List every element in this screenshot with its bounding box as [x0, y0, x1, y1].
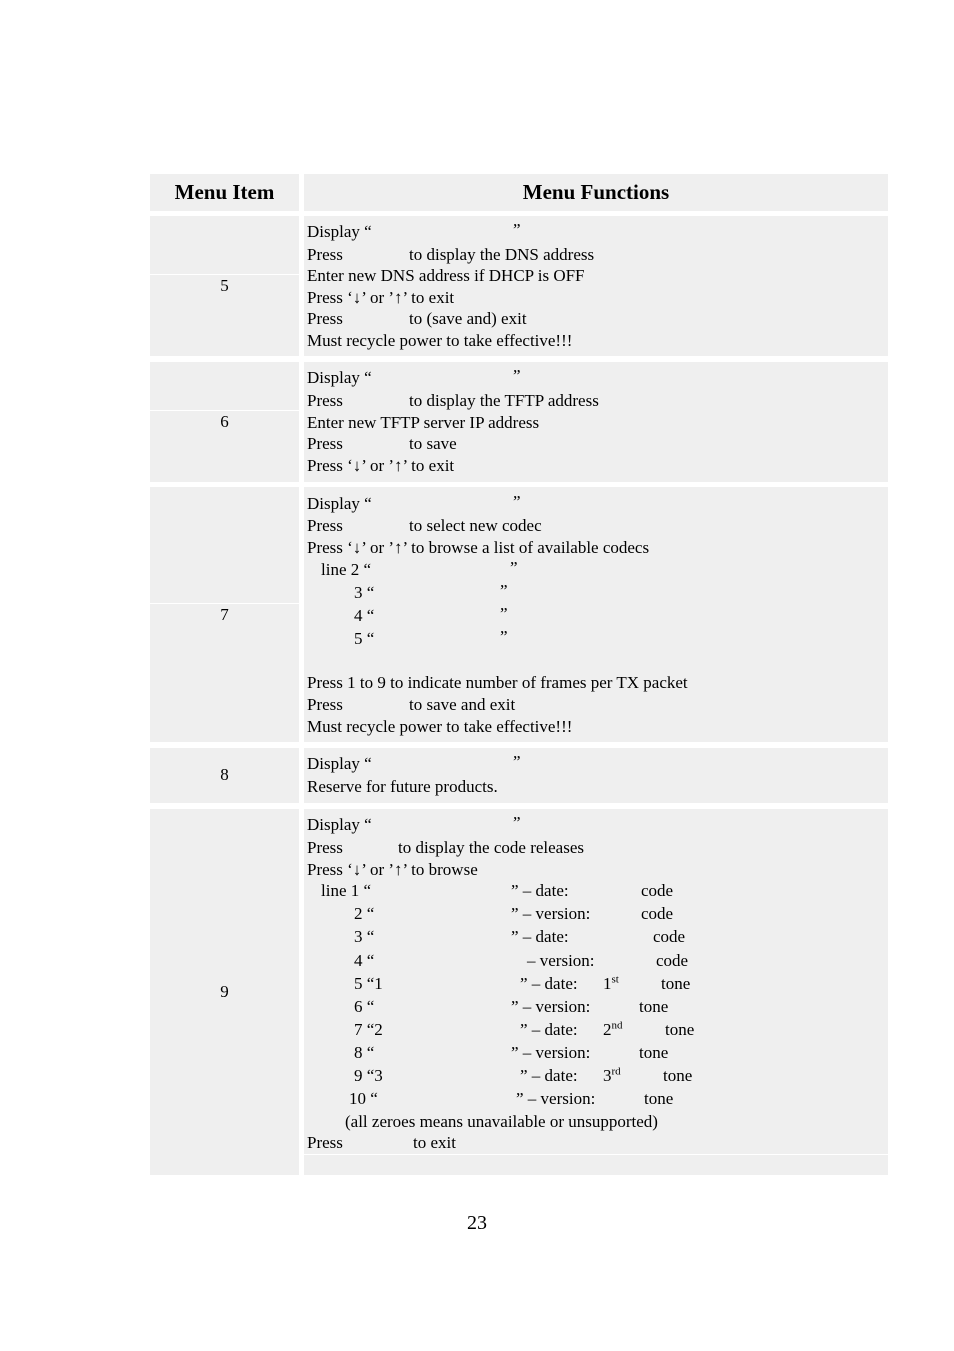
table-row-5-item	[150, 216, 299, 356]
r9-l11b: ” – version:	[511, 1043, 591, 1062]
r6-l3: Enter new TFTP server IP address	[307, 413, 540, 432]
row-divider	[150, 410, 299, 411]
r5-l6: Must recycle power to take effective!!!	[307, 331, 573, 350]
table-row-8-item	[150, 748, 299, 803]
r9-l4c: code	[641, 881, 674, 900]
r9-l10s: nd	[611, 1019, 623, 1032]
r9-l2a: Press	[307, 838, 343, 857]
r9-l9c: tone	[639, 997, 669, 1016]
r5-line-1	[307, 222, 372, 242]
r9-l4a: line 1 “	[321, 881, 372, 900]
table-row-7-functions	[304, 487, 888, 742]
r7-l5b: ”	[500, 581, 508, 600]
r7-l8: Press 1 to 9 to indicate number of frames per TX packet	[307, 673, 688, 692]
r6-l1a: Display “	[307, 368, 372, 387]
r9-l11c: tone	[639, 1043, 669, 1062]
r7-l1b: ”	[513, 492, 521, 511]
r7-l9b: to save and exit	[409, 695, 516, 714]
header-menu-functions-label: Menu Functions	[522, 180, 670, 204]
r9-l12c: tone	[663, 1066, 693, 1085]
r9-l5c: code	[641, 904, 674, 923]
r6-l4b: to save	[409, 434, 457, 453]
r9-l13c: tone	[644, 1089, 674, 1108]
r7-l1a: Display “	[307, 494, 372, 513]
row-divider	[304, 1154, 888, 1155]
r9-l10c: tone	[665, 1020, 695, 1039]
r5-l4: Press ‘↓’ or ’↑’ to exit	[307, 288, 455, 307]
r9-l10a: 7 “2	[354, 1020, 383, 1039]
r7-l6a: 4 “	[354, 606, 375, 625]
r9-l6b: ” – date:	[511, 927, 569, 946]
r9-l9b: ” – version:	[511, 997, 591, 1016]
row-number: 7	[220, 605, 229, 624]
r9-l13a: 10 “	[349, 1089, 378, 1108]
r9-l12b: ” – date:	[520, 1066, 578, 1085]
r8-l2: Reserve for future products.	[307, 777, 498, 796]
r9-l3: Press ‘↓’ or ’↑’ to browse	[307, 860, 478, 879]
r5-l1b: ”	[513, 220, 521, 239]
r7-l9a: Press	[307, 695, 343, 714]
r9-l6c: code	[653, 927, 686, 946]
r5-l2a: Press	[307, 245, 343, 264]
r6-l2b: to display the TFTP address	[409, 391, 599, 410]
r7-l7b: ”	[500, 627, 508, 646]
header-menu-functions	[304, 174, 888, 211]
header-menu-item	[150, 174, 299, 211]
r7-l10: Must recycle power to take effective!!!	[307, 717, 573, 736]
r7-l2a: Press	[307, 516, 343, 535]
r5-l5a: Press	[307, 309, 343, 328]
r9-l12a: 9 “3	[354, 1066, 383, 1085]
row-divider	[150, 274, 299, 275]
table-row-6-item	[150, 362, 299, 482]
r9-l8s: st	[611, 973, 619, 986]
r9-l1a: Display “	[307, 815, 372, 834]
r5-l1a: Display “	[307, 222, 372, 241]
r9-l10b: ” – date:	[520, 1020, 578, 1039]
row-number: 8	[220, 765, 229, 784]
r9-l2b: to display the code releases	[398, 838, 584, 857]
r5-l3: Enter new DNS address if DHCP is OFF	[307, 266, 585, 285]
r9-l1b: ”	[513, 813, 521, 832]
r9-l8a: 5 “1	[354, 974, 383, 993]
r9-l15b: to exit	[413, 1133, 456, 1152]
r9-l8-ordinal	[603, 974, 619, 994]
r7-l2b: to select new codec	[409, 516, 542, 535]
r6-l5: Press ‘↓’ or ’↑’ to exit	[307, 456, 455, 475]
r9-l11a: 8 “	[354, 1043, 375, 1062]
r9-l13b: ” – version:	[516, 1089, 596, 1108]
r9-l7b: – version:	[527, 951, 595, 970]
r9-l6a: 3 “	[354, 927, 375, 946]
r7-l5a: 3 “	[354, 583, 375, 602]
r7-l6b: ”	[500, 604, 508, 623]
r9-l8b: ” – date:	[520, 974, 578, 993]
r9-l14: (all zeroes means unavailable or unsupported)	[345, 1112, 658, 1131]
r6-l1b: ”	[513, 366, 521, 385]
table-row-9-item	[150, 809, 299, 1175]
r9-l12n: 3	[603, 1066, 612, 1085]
r9-l10n: 2	[603, 1020, 612, 1039]
row-divider	[150, 603, 299, 604]
r7-l7a: 5 “	[354, 629, 375, 648]
r7-l4a: line 2 “	[321, 560, 372, 579]
r5-l5b: to (save and) exit	[409, 309, 527, 328]
page-number: 23	[467, 1212, 487, 1234]
r9-l9a: 6 “	[354, 997, 375, 1016]
r5-l2b: to display the DNS address	[409, 245, 595, 264]
r9-l10-ordinal	[603, 1020, 623, 1040]
header-menu-item-label: Menu Item	[174, 180, 275, 204]
r9-l15a: Press	[307, 1133, 343, 1152]
r9-l5b: ” – version:	[511, 904, 591, 923]
row-number: 9	[220, 982, 229, 1001]
r7-l3: Press ‘↓’ or ’↑’ to browse a list of available codecs	[307, 538, 650, 557]
r6-l2a: Press	[307, 391, 343, 410]
row-number: 6	[220, 412, 229, 431]
r9-l7a: 4 “	[354, 951, 375, 970]
r9-l7c: code	[656, 951, 689, 970]
r9-l12-ordinal	[603, 1066, 621, 1086]
r7-l4b: ”	[510, 558, 518, 577]
r6-l4a: Press	[307, 434, 343, 453]
r9-l8c: tone	[661, 974, 691, 993]
r9-l12s: rd	[611, 1065, 621, 1078]
r8-l1b: ”	[513, 752, 521, 771]
table-row-7-item	[150, 487, 299, 742]
r8-l1a: Display “	[307, 754, 372, 773]
r9-l5a: 2 “	[354, 904, 375, 923]
row-number: 5	[220, 276, 229, 295]
r9-l4b: ” – date:	[511, 881, 569, 900]
r9-l8n: 1	[603, 974, 612, 993]
